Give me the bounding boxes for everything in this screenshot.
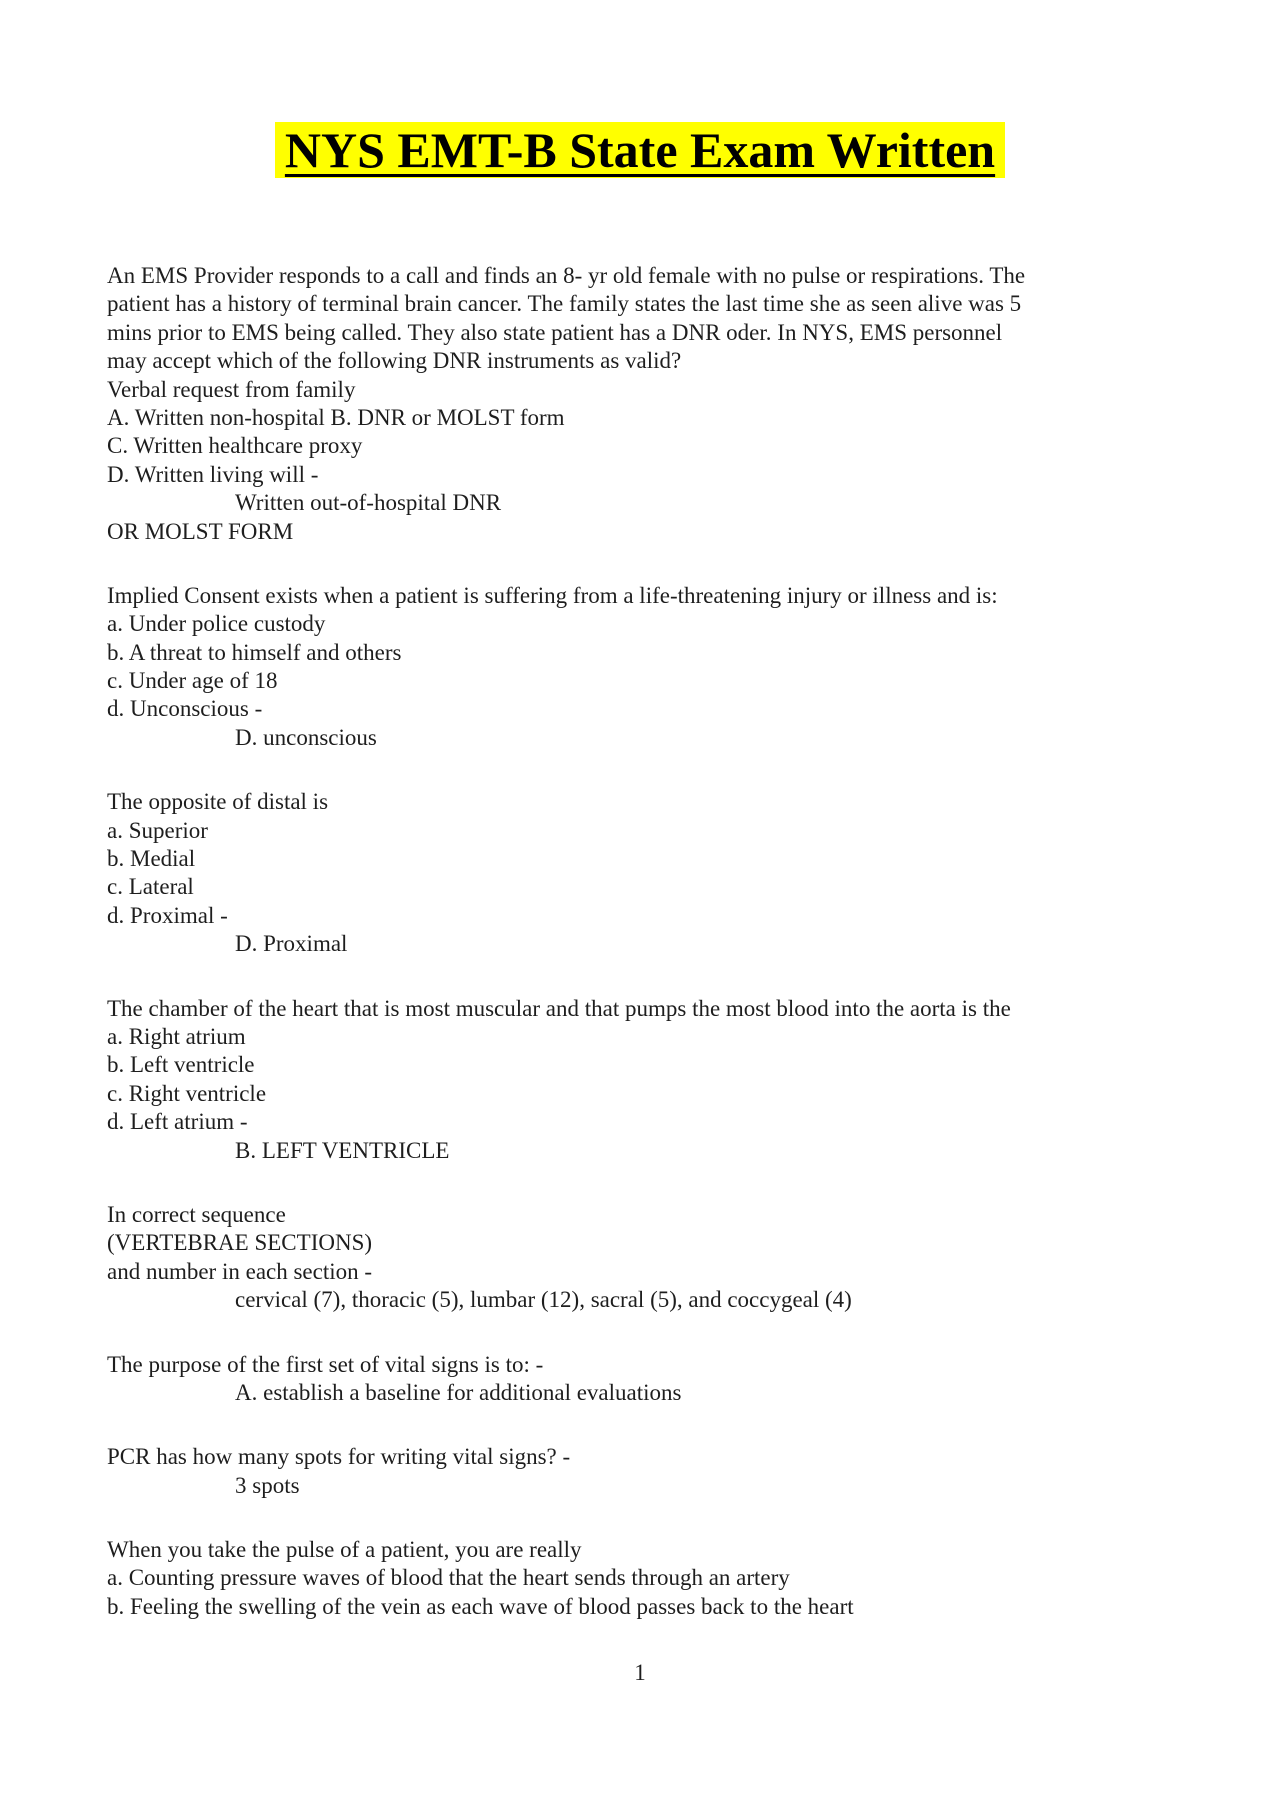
document-line: a. Counting pressure waves of blood that the heart sends through an artery	[107, 1565, 790, 1591]
document-line: c. Right ventricle	[107, 1080, 267, 1106]
document-line: mins prior to EMS being called. They also state patient has a DNR oder. In NYS, EMS personnel	[107, 319, 1003, 345]
document-line: D. Written living will -	[107, 461, 319, 487]
document-line: b. Medial	[107, 846, 196, 872]
title-highlight: NYS EMT-B State Exam Written	[275, 122, 1005, 178]
document-line: The purpose of the first set of vital signs is to: -	[107, 1351, 544, 1377]
document-line: c. Lateral	[107, 874, 194, 900]
page-number: 1	[634, 1660, 646, 1686]
document-line: d. Left atrium -	[107, 1109, 248, 1135]
document-line: c. Under age of 18	[107, 668, 278, 694]
document-body	[107, 262, 1173, 1621]
document-line: patient has a history of terminal brain cancer. The family states the last time she as seen alive was 5	[107, 291, 1022, 317]
question-block	[107, 582, 1173, 752]
document-line: C. Written healthcare proxy	[107, 433, 363, 459]
question-block	[107, 1201, 1173, 1315]
document-line: Implied Consent exists when a patient is suffering from a life-threatening injury or illness and is:	[107, 582, 998, 608]
document-line: OR MOLST FORM	[107, 518, 294, 544]
document-line: An EMS Provider responds to a call and finds an 8- yr old female with no pulse or respirations. The	[107, 263, 1026, 288]
question-block	[107, 1443, 1173, 1500]
document-line: D. unconscious	[235, 724, 377, 750]
document-line: B. LEFT VENTRICLE	[235, 1137, 450, 1163]
document-line: a. Under police custody	[107, 611, 326, 637]
document-line: A. Written non-hospital B. DNR or MOLST form	[107, 404, 565, 430]
document-line: A. establish a baseline for additional evaluations	[235, 1379, 682, 1405]
question-block	[107, 788, 1173, 958]
document-line: Written out-of-hospital DNR	[235, 490, 502, 516]
document-line: In correct sequence	[107, 1201, 286, 1227]
document-line: (VERTEBRAE SECTIONS)	[107, 1230, 373, 1256]
question-block	[107, 1536, 1173, 1621]
document-line: a. Right atrium	[107, 1023, 246, 1049]
document-line: The opposite of distal is	[107, 789, 329, 815]
document-line: b. A threat to himself and others	[107, 639, 402, 665]
document-line: The chamber of the heart that is most muscular and that pumps the most blood into the aorta is the	[107, 995, 1011, 1021]
document-line: When you take the pulse of a patient, you are really	[107, 1537, 582, 1563]
document-line: PCR has how many spots for writing vital signs? -	[107, 1444, 571, 1470]
document-line: D. Proximal	[235, 931, 348, 957]
page-title	[107, 123, 1173, 178]
document-line: d. Unconscious -	[107, 696, 263, 722]
document-line: and number in each section -	[107, 1258, 373, 1284]
document-content	[107, 0, 1173, 1688]
document-line: b. Feeling the swelling of the vein as each wave of blood passes back to the heart	[107, 1593, 854, 1619]
question-block	[107, 262, 1173, 546]
document-line: b. Left ventricle	[107, 1052, 255, 1078]
document-line: Verbal request from family	[107, 376, 356, 402]
document-line: d. Proximal -	[107, 902, 228, 928]
document-line: may accept which of the following DNR instruments as valid?	[107, 348, 682, 374]
document-line: 3 spots	[235, 1472, 300, 1498]
question-block	[107, 995, 1173, 1165]
document-line: a. Superior	[107, 817, 208, 843]
document-line: cervical (7), thoracic (5), lumbar (12), sacral (5), and coccygeal (4)	[235, 1287, 852, 1313]
question-block	[107, 1351, 1173, 1408]
